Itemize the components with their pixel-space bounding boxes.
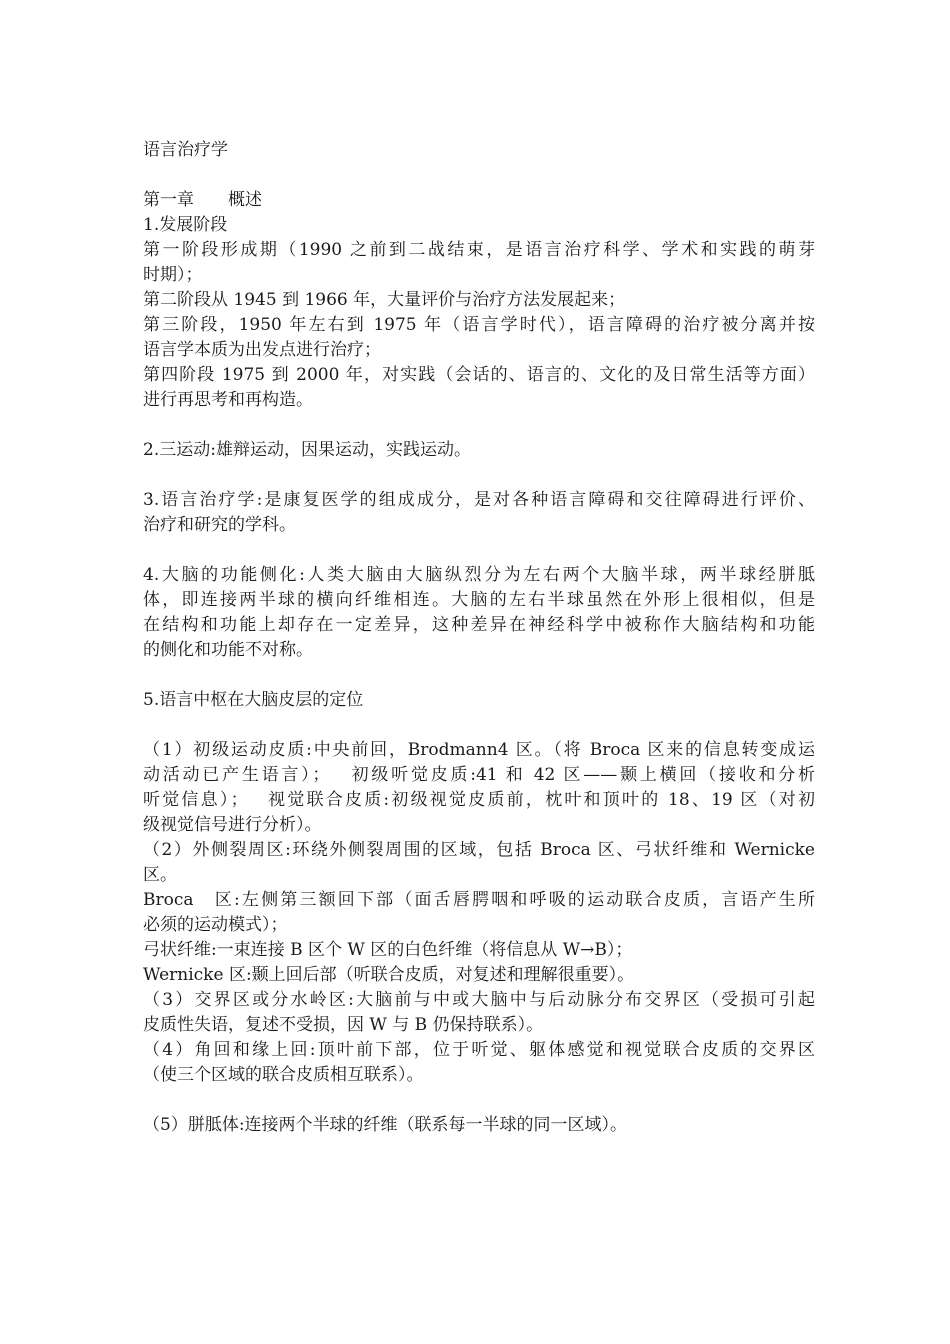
section-5-line: 区。 xyxy=(143,865,177,885)
spacer xyxy=(143,538,815,563)
spacer xyxy=(143,163,815,188)
spacer xyxy=(143,463,815,488)
section-1-line: 第一阶段形成期（1990 之前到二战结束，是语言治疗科学、学术和实践的萌芽 xyxy=(143,240,815,260)
section-5-line: 级视觉信号进行分析）。 xyxy=(143,815,322,835)
section-1-line: 第二阶段从 1945 到 1966 年，大量评价与治疗方法发展起来； xyxy=(143,290,626,310)
section-4-line: 在结构和功能上却存在一定差异，这种差异在神经科学中被称作大脑结构和功能 xyxy=(143,615,815,635)
document-title: 语言治疗学 xyxy=(143,140,228,160)
section-4-line: 4.大脑的功能侧化:人类大脑由大脑纵烈分为左右两个大脑半球，两半球经胼胝 xyxy=(143,565,815,585)
spacer xyxy=(143,663,815,688)
section-5-line: 皮质性失语，复述不受损，因 W 与 B 仍保持联系）。 xyxy=(143,1015,544,1035)
section-4-line: 体，即连接两半球的横向纤维相连。大脑的左右半球虽然在外形上很相似，但是 xyxy=(143,590,815,610)
section-1-line: 时期）； xyxy=(143,265,203,285)
spacer xyxy=(143,713,815,738)
section-5-line: Wernicke 区:颞上回后部（听联合皮质，对复述和理解很重要）。 xyxy=(143,965,635,985)
section-5-line: （3）交界区或分水岭区:大脑前与中或大脑中与后动脉分布交界区（受损可引起 xyxy=(143,990,815,1010)
spacer xyxy=(143,413,815,438)
section-1-line: 语言学本质为出发点进行治疗； xyxy=(143,340,381,360)
section-3-line: 治疗和研究的学科。 xyxy=(143,515,296,535)
section-5-line: （5）胼胝体:连接两个半球的纤维（联系每一半球的同一区域）。 xyxy=(143,1115,628,1135)
section-5-line: 必须的运动模式）； xyxy=(143,915,288,935)
section-5-line: 动活动已产生语言）； 初级听觉皮质:41 和 42 区——颞上横回（接收和分析 xyxy=(143,765,815,785)
section-5-line: （使三个区域的联合皮质相互联系）。 xyxy=(143,1065,424,1085)
section-1-line: 第三阶段，1950 年左右到 1975 年（语言学时代），语言障碍的治疗被分离并按 xyxy=(143,315,815,335)
document-page xyxy=(143,138,815,1138)
section-5-heading: 5.语言中枢在大脑皮层的定位 xyxy=(143,690,364,710)
section-5-line: Broca 区:左侧第三额回下部（面舌唇腭咽和呼吸的运动联合皮质，言语产生所 xyxy=(143,890,815,910)
section-5-line: （2）外侧裂周区:环绕外侧裂周围的区域，包括 Broca 区、弓状纤维和 Wernicke xyxy=(143,840,815,860)
section-1-line: 进行再思考和再构造。 xyxy=(143,390,313,410)
section-2: 2.三运动:雄辩运动，因果运动，实践运动。 xyxy=(143,440,471,460)
spacer xyxy=(143,1088,815,1113)
section-5-line: （1）初级运动皮质:中央前回，Brodmann4 区。（将 Broca 区来的信息转变成运 xyxy=(143,740,815,760)
section-5-line: 弓状纤维:一束连接 B 区个 W 区的白色纤维（将信息从 W→B）； xyxy=(143,940,633,960)
section-1-line: 第四阶段 1975 到 2000 年，对实践（会话的、语言的、文化的及日常生活等方面） xyxy=(143,365,815,385)
section-4-line: 的侧化和功能不对称。 xyxy=(143,640,313,660)
section-3-line: 3.语言治疗学:是康复医学的组成成分，是对各种语言障碍和交往障碍进行评价、 xyxy=(143,490,815,510)
chapter-heading: 第一章 概述 xyxy=(143,190,262,210)
section-5-line: 听觉信息）； 视觉联合皮质:初级视觉皮质前，枕叶和顶叶的 18、19 区（对初 xyxy=(143,790,815,810)
section-5-line: （4）角回和缘上回:顶叶前下部，位于听觉、躯体感觉和视觉联合皮质的交界区 xyxy=(143,1040,815,1060)
section-1-heading: 1.发展阶段 xyxy=(143,215,228,235)
